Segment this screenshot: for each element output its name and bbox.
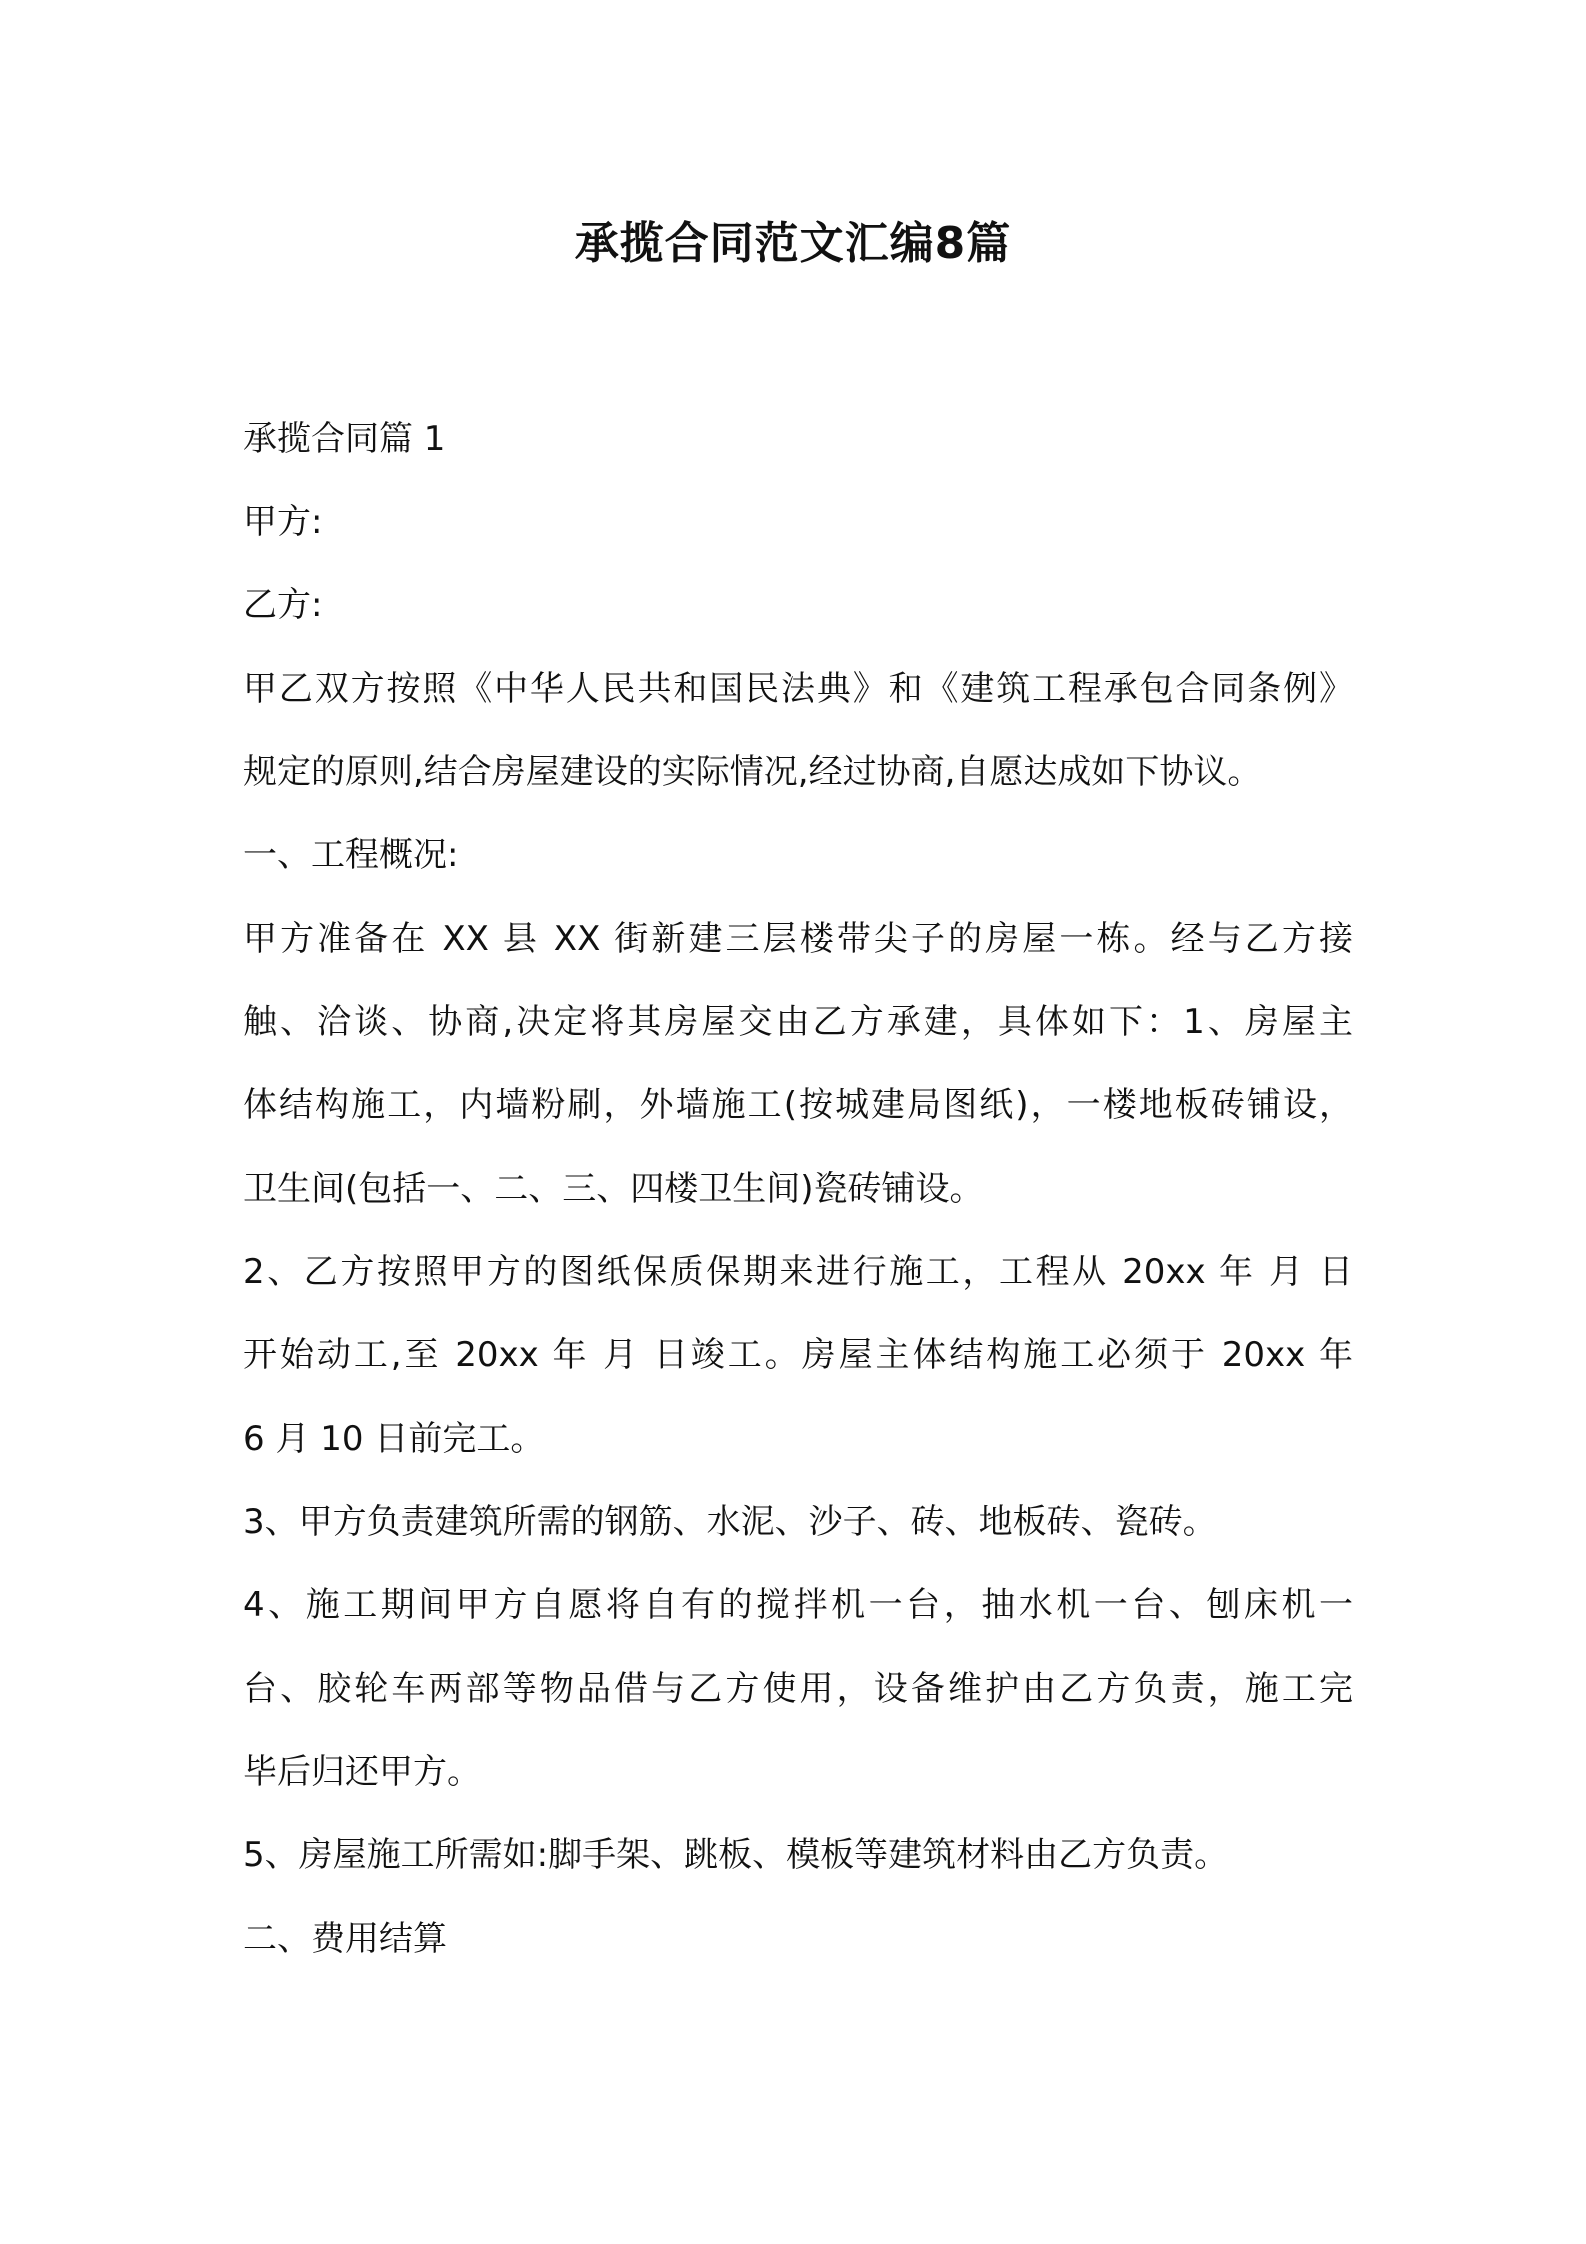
paragraph-line: 4、施工期间甲方自愿将自有的搅拌机一台，抽水机一台、刨床机一	[243, 1585, 1353, 1625]
party-b-label: 乙方:	[243, 585, 323, 625]
paragraph-line: 体结构施工，内墙粉刷，外墙施工(按城建局图纸)，一楼地板砖铺设，	[243, 1085, 1353, 1125]
paragraph-line: 6 月 10 日前完工。	[243, 1419, 545, 1459]
section-heading-project-overview: 一、工程概况:	[243, 835, 459, 875]
paragraph-line: 毕后归还甲方。	[243, 1752, 481, 1792]
section-heading-cost-settlement: 二、费用结算	[243, 1919, 447, 1959]
paragraph-line: 触、洽谈、协商,决定将其房屋交由乙方承建，具体如下：1、房屋主	[243, 1002, 1353, 1042]
document-title: 承揽合同范文汇编8篇	[574, 218, 1012, 269]
party-a-label: 甲方:	[243, 502, 323, 542]
paragraph-line: 2、乙方按照甲方的图纸保质保期来进行施工，工程从 20xx 年 月 日	[243, 1252, 1353, 1292]
paragraph-line: 甲方准备在 XX 县 XX 街新建三层楼带尖子的房屋一栋。经与乙方接	[243, 919, 1353, 959]
paragraph-line: 甲乙双方按照《中华人民共和国民法典》和《建筑工程承包合同条例》	[243, 669, 1353, 709]
paragraph-line: 规定的原则,结合房屋建设的实际情况,经过协商,自愿达成如下协议。	[243, 752, 1262, 792]
paragraph-line: 5、房屋施工所需如:脚手架、跳板、模板等建筑材料由乙方负责。	[243, 1835, 1229, 1875]
paragraph-line: 开始动工,至 20xx 年 月 日竣工。房屋主体结构施工必须于 20xx 年	[243, 1335, 1353, 1375]
paragraph-line: 台、胶轮车两部等物品借与乙方使用，设备维护由乙方负责，施工完	[243, 1669, 1353, 1709]
paragraph-line: 卫生间(包括一、二、三、四楼卫生间)瓷砖铺设。	[243, 1169, 984, 1209]
paragraph-line: 3、甲方负责建筑所需的钢筋、水泥、沙子、砖、地板砖、瓷砖。	[243, 1502, 1217, 1542]
section-heading-contract-1: 承揽合同篇 1	[243, 419, 446, 459]
